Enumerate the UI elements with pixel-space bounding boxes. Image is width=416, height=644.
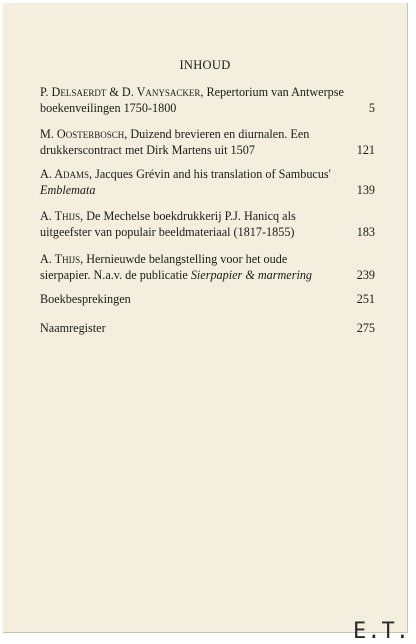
- toc-entry: [40, 291, 375, 307]
- entry-page-number: 275: [356, 321, 375, 335]
- entry-page-number: 5: [368, 101, 375, 115]
- entry-page-number: 121: [356, 143, 375, 157]
- entry-author: A. Thijs: [40, 252, 81, 266]
- entry-title: , Jacques Grévin and his translation of Sambucus': [89, 167, 331, 181]
- toc-entry: [40, 126, 375, 158]
- entry-page-number: 183: [356, 225, 375, 239]
- entry-title-italic: Emblemata: [40, 183, 96, 197]
- entry-title-cont: sierpapier. N.a.v. de publicatie: [40, 268, 191, 282]
- entry-author: A. Adams: [40, 167, 90, 181]
- entry-page-number: 239: [356, 268, 375, 282]
- entry-title: Naamregister: [40, 321, 106, 335]
- entry-title-italic: Sierpapier & marmering: [190, 268, 313, 282]
- entry-title-cont: drukkerscontract met Dirk Martens uit 1507: [40, 143, 255, 157]
- entry-title-cont: boekenveilingen 1750-1800: [40, 101, 177, 115]
- entry-title-cont: uitgeefster van populair beeldmateriaal (1817-1855): [40, 225, 295, 239]
- entry-author: P. Delsaerdt & D. Vanysacker: [40, 85, 201, 99]
- entry-title: Boekbesprekingen: [40, 292, 131, 306]
- toc-entry: [40, 166, 375, 198]
- watermark: E.T.: [353, 619, 410, 644]
- entry-page-number: 139: [356, 183, 375, 197]
- toc-entry: [40, 251, 375, 283]
- entry-author: A. Thijs: [40, 209, 81, 223]
- entry-title: , Repertorium van Antwerpse: [200, 85, 344, 99]
- entry-title: , Duizend brevieren en diurnalen. Een: [124, 127, 310, 141]
- entry-title: , Hernieuwde belangstelling voor het oude: [80, 252, 288, 266]
- entry-title: , De Mechelse boekdrukkerij P.J. Hanicq als: [80, 209, 296, 223]
- toc-entry: [40, 84, 375, 116]
- contents-heading: INHOUD: [179, 58, 231, 72]
- entry-page-number: 251: [356, 292, 375, 306]
- toc-entry: [40, 208, 375, 240]
- book-page: [3, 3, 408, 633]
- entry-author: M. Oosterbosch: [40, 127, 125, 141]
- toc-entry: [40, 320, 375, 336]
